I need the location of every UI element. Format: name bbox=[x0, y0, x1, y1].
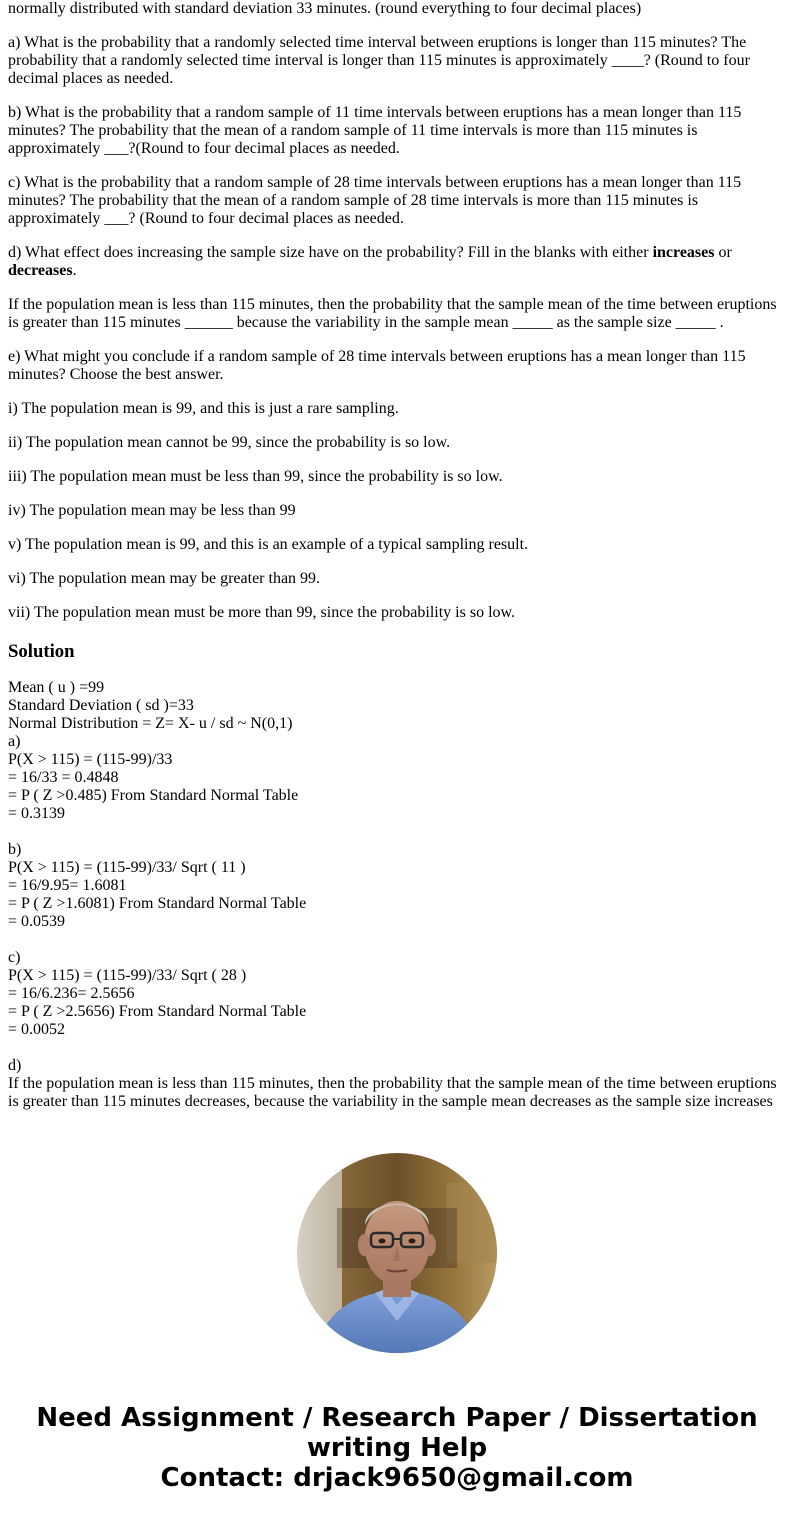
option-i: i) The population mean is 99, and this is just a rare sampling. bbox=[8, 400, 399, 417]
part-d-word-decreases: decreases bbox=[8, 262, 73, 279]
solution-spacer bbox=[8, 931, 786, 949]
solution-b-answer: = 0.0539 bbox=[8, 913, 66, 930]
contact-banner bbox=[0, 1403, 794, 1493]
solution-a-line: = 16/33 = 0.4848 bbox=[8, 769, 119, 786]
solution-heading: Solution bbox=[8, 641, 75, 662]
solution-a-label: a) bbox=[8, 733, 21, 750]
solution-a-line: P(X > 115) = (115-99)/33 bbox=[8, 751, 173, 768]
option-ii: ii) The population mean cannot be 99, since the probability is so low. bbox=[8, 434, 451, 451]
solution-c-line: P(X > 115) = (115-99)/33/ Sqrt ( 28 ) bbox=[8, 967, 247, 984]
solution-d-label: d) bbox=[8, 1057, 22, 1074]
solution-b-line: P(X > 115) = (115-99)/33/ Sqrt ( 11 ) bbox=[8, 859, 246, 876]
solution-spacer bbox=[8, 1039, 786, 1057]
option-vii: vii) The population mean must be more than 99, since the probability is so low. bbox=[8, 604, 516, 621]
solution-mean: Mean ( u ) =99 bbox=[8, 679, 105, 696]
solution-a-line: = P ( Z >0.485) From Standard Normal Table bbox=[8, 787, 299, 804]
question-part-e: e) What might you conclude if a random sample of 28 time intervals between eruptions has a mean longer than 115 minutes? Choose the best answer. bbox=[8, 348, 746, 383]
banner-line-1: Need Assignment / Research Paper / Dissertation bbox=[36, 1403, 758, 1433]
solution-a-answer: = 0.3139 bbox=[8, 805, 66, 822]
solution-distribution: Normal Distribution = Z= X- u / sd ~ N(0,1) bbox=[8, 715, 293, 732]
question-part-d-fill: If the population mean is less than 115 minutes, then the probability that the sample mean of the time between eruptions is greater than 115 minutes ______ because the variability in the sample mean _____ as the sample size _____ . bbox=[8, 296, 777, 331]
solution-b-line: = 16/9.95= 1.6081 bbox=[8, 877, 127, 894]
option-v: v) The population mean is 99, and this is an example of a typical sampling result. bbox=[8, 536, 529, 553]
author-portrait-icon bbox=[297, 1153, 497, 1353]
banner-line-2: writing Help bbox=[306, 1433, 488, 1463]
author-avatar bbox=[297, 1153, 497, 1353]
part-d-or: or bbox=[714, 244, 732, 261]
part-d-word-increases: increases bbox=[652, 244, 715, 261]
question-intro: normally distributed with standard deviation 33 minutes. (round everything to four decimal places) bbox=[8, 0, 642, 17]
part-d-prefix: d) What effect does increasing the sample size have on the probability? Fill in the blanks with either bbox=[8, 244, 653, 261]
solution-c-label: c) bbox=[8, 949, 21, 966]
part-d-end: . bbox=[72, 262, 77, 279]
solution-b-label: b) bbox=[8, 841, 22, 858]
question-part-a: a) What is the probability that a randomly selected time interval between eruptions is longer than 115 minutes? The probability that a randomly selected time interval is longer than 115 minutes is approximately ____? (Round to four decimal places as needed. bbox=[8, 34, 750, 87]
solution-d-text: If the population mean is less than 115 minutes, then the probability that the sample mean of the time between eruptions is greater than 115 minutes decreases, because the variability in the sample mean decreases as the sample size increases bbox=[8, 1075, 777, 1110]
solution-sd: Standard Deviation ( sd )=33 bbox=[8, 697, 194, 714]
option-vi: vi) The population mean may be greater than 99. bbox=[8, 570, 321, 587]
solution-c-answer: = 0.0052 bbox=[8, 1021, 66, 1038]
document-body bbox=[8, 0, 786, 1111]
question-part-d bbox=[8, 244, 786, 280]
option-iv: iv) The population mean may be less than 99 bbox=[8, 502, 296, 519]
solution-c-line: = P ( Z >2.5656) From Standard Normal Table bbox=[8, 1003, 307, 1020]
solution-block bbox=[8, 679, 786, 1111]
option-iii: iii) The population mean must be less than 99, since the probability is so low. bbox=[8, 468, 503, 485]
banner-contact-line: Contact: drjack9650@gmail.com bbox=[160, 1463, 634, 1493]
solution-c-line: = 16/6.236= 2.5656 bbox=[8, 985, 135, 1002]
solution-b-line: = P ( Z >1.6081) From Standard Normal Table bbox=[8, 895, 307, 912]
question-part-b: b) What is the probability that a random sample of 11 time intervals between eruptions has a mean longer than 115 minutes? The probability that the mean of a random sample of 11 time intervals is more than 115 minutes is approximately ___?(Round to four decimal places as needed. bbox=[8, 104, 742, 157]
question-part-c: c) What is the probability that a random sample of 28 time intervals between eruptions has a mean longer than 115 minutes? The probability that the mean of a random sample of 28 time intervals is more than 115 minutes is approximately ___? (Round to four decimal places as needed. bbox=[8, 174, 742, 227]
solution-spacer bbox=[8, 823, 786, 841]
